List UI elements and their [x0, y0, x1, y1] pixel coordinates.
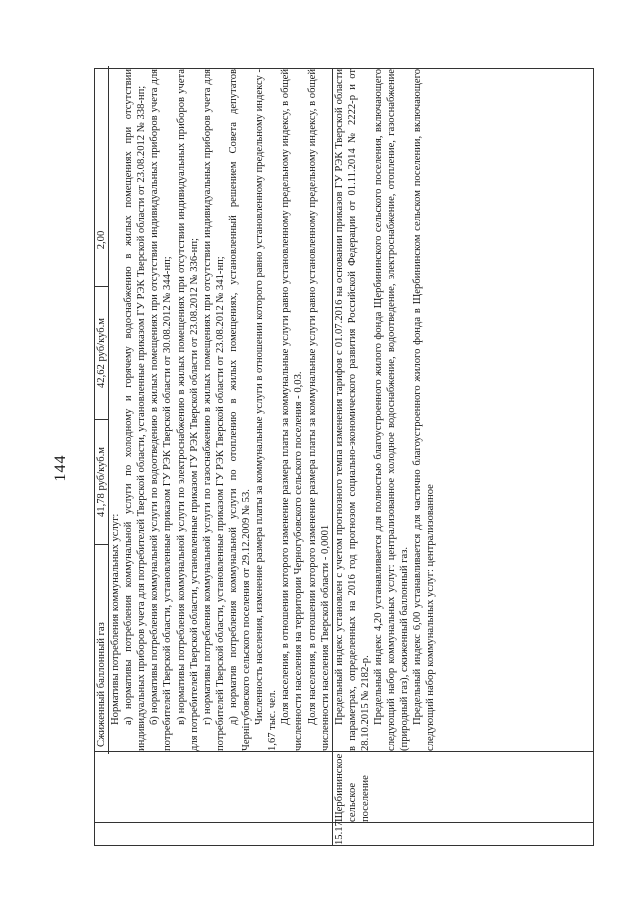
norm-d: д) норматив потребления коммунальной услуги по отоплению в жилых помещениях, установленный решением Совета депутатов Чернігубовского сельского поселения от 29.12.2009 № 53.	[227, 69, 253, 751]
gas-tariff-row	[95, 69, 108, 751]
population-share-local: Доля населения, в отношении которого изменение размера платы за коммунальные услуги равно установленному предельному индексу, в общей численности населения на территории Черногубовского сельского поселения - 0,03.	[280, 69, 305, 751]
norm-b: б) нормативы потребления коммунальной услуги по водоотведению в жилых помещениях при отсутствии индивидуальных приборов учета для потребителей Тверской области, установленные приказом ГУ РЭК Тверской области от 30.08.2012 № 344-нп;	[149, 69, 174, 751]
norm-a: а) нормативы потребления коммунальной услуги по холодному и горячему водоснабжению в жилых помещениях при отсутствии индивидуальных приборов учета для потребителей Тверской области, установленные приказом ГУ РЭК Тверской области от 23.08.2012 № 338-нп;	[123, 69, 148, 751]
gas-price-1: 41,78 руб/куб.м	[95, 419, 108, 544]
table-row	[332, 69, 593, 846]
row-number: 15.17	[332, 823, 593, 846]
municipality-name: Щербининское сельское поселение	[332, 752, 593, 823]
gas-price-2: 42,62 руб/куб.м	[95, 286, 108, 419]
index-full-amenity: Предельный индекс 4,20 устанавливается для полностью благоустроенного жилого фонда Щербининского сельского поселения, включающего следующий набор коммунальных услуг: централизованное холодное водоснабжение, водоотведение, электроснабжение, отопление, газоснабжение (природный газ), сжиженный баллонный газ.	[372, 69, 411, 751]
municipality-cell	[95, 752, 333, 823]
gas-name: Сжиженный баллонный газ	[95, 544, 108, 751]
row-number-cell	[95, 823, 333, 846]
norm-v: в) нормативы потребления коммунальной услуги по электроснабжению в жилых помещениях при отсутствии индивидуальных приборов учета для потребителей Тверской области, установленные приказом ГУ РЭК Тверской области от 23.08.2012 № 336-нп;	[175, 69, 200, 751]
population-share-region: Доля населения, в отношении которого изменение размера платы за коммунальные услуги равно установленному предельному индексу, в общей численности населения Тверской области - 0,0001	[306, 69, 331, 751]
index-basis: Предельный индекс установлен с учетом прогнозного темпа изменения тарифов с 01.07.2016 на основании приказов ГУ РЭК Тверской области в параметрах, определенных на 2016 год прогнозом социально-экономического развития Российской Федерации от 01.11.2014 № 2222-р и от 28.10.2015 № 2182-р.	[333, 69, 371, 751]
table-row	[95, 69, 333, 846]
details-cell	[332, 69, 593, 752]
index-partial-amenity: Предельный индекс 6,00 устанавливается для частично благоустроенного жилого фонда в Щербининском сельском поселении, включающего следующий набор коммунальных услуг: централизованное	[412, 69, 437, 751]
gas-change: 2,00	[96, 230, 107, 250]
population-count: Численность населения, изменение размера платы за коммунальные услуги в отношении которого равно установленному предельному индексу - 1,67 тыс. чел.	[254, 69, 279, 751]
page-number: 144	[52, 454, 69, 482]
norms-heading: Нормативы потребления коммунальных услуг:	[110, 513, 122, 725]
tariff-table	[94, 68, 594, 846]
rotated-content	[46, 60, 596, 858]
norm-g: г) нормативы потребления коммунальной услуги по газоснабжению в жилых помещениях при отсутствии индивидуальных приборов учета для потребителей Тверской области, установленные приказом ГУ РЭК Тверской области от 23.08.2012 № 341-нп;	[201, 69, 226, 751]
details-cell	[95, 69, 333, 752]
